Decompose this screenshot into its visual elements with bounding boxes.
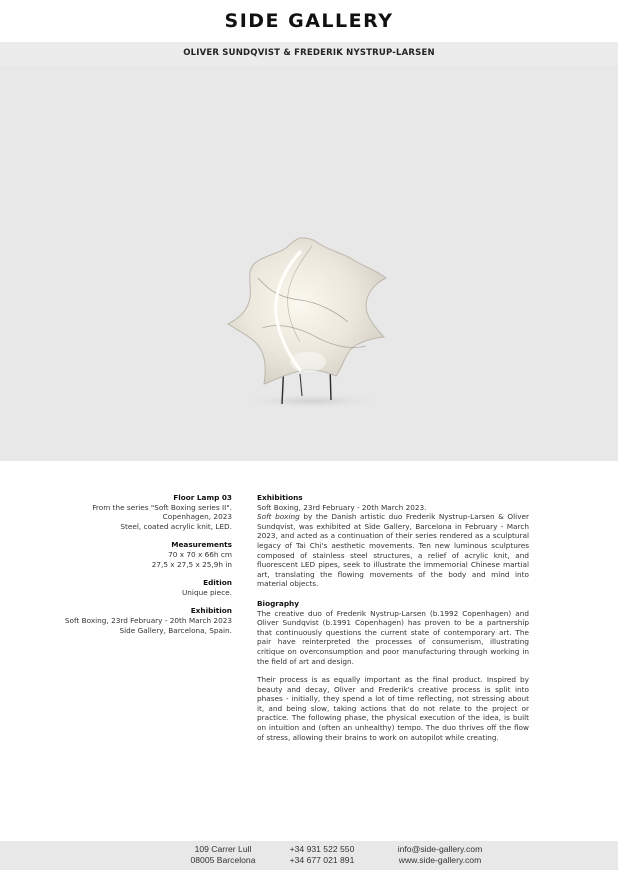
edition-heading: Edition [203,578,232,588]
footer-address [168,844,278,866]
page-footer [0,841,618,870]
exhibition-line-2: Side Gallery, Barcelona, Spain. [119,625,232,635]
measurements-cm: 70 x 70 x 66h cm [168,549,232,559]
footer-phones [270,844,374,866]
description-column [257,493,529,742]
address-line-1: 109 Carrer Lull [194,844,252,854]
exhibitions-heading: Exhibitions [257,493,303,502]
gallery-logo: SIDE GALLERY [224,10,394,32]
phone-2: +34 677 021 891 [289,855,355,865]
page-header [0,0,618,42]
email-link[interactable]: info@side-gallery.com [397,844,483,854]
exhibitions-body [257,512,529,589]
measurements-heading: Measurements [171,540,232,550]
edition-value: Unique piece. [181,587,232,597]
artist-bar [0,42,618,66]
exhibitions-body-text: by the Danish artistic duo Frederik Nystrup-Larsen & Oliver Sundqvist, was exhibited at Side Gallery, Barcelona in February - March 2023, and acted as a continuation of their series rendered as a sculptural legacy of Tai Chi's aesthetic movements. Ten new luminous sculptures composed of stainless steel structures, a relief of acrylic knit, and fluorescent LED pipes, seek to illustrate the immemorial Chinese martial art, translating the flowing movements of the body and mind into material objects. [257,512,530,589]
biography-paragraph-2: Their process is as equally important as the final product. Inspired by beauty and decay, Oliver and Frederik's creative process is split into phases - initially, they spend a lot of time reflecting, not stressing about it, and being slow, taking actions that do not relate to the project or practice. The following phase, the physical execution of the idea, is built on intuition and (often an unhealthy) tempo. The duo thrives off the flow of stress, allowing their brains to work on autopilot while creating. [257,675,529,742]
artist-names: OLIVER SUNDQVIST & FREDERIK NYSTRUP-LARSEN [183,48,435,58]
floor-lamp-image [0,66,618,461]
phone-1: +34 931 522 550 [289,844,355,854]
artwork-materials: Steel, coated acrylic knit, LED. [120,521,232,531]
artwork-details [40,493,232,635]
exhibition-heading: Exhibition [190,606,232,616]
website-link[interactable]: www.side-gallery.com [398,855,482,865]
artwork-place-year: Copenhagen, 2023 [162,512,232,522]
exhibitions-title-italic: Soft boxing [257,512,300,522]
biography-paragraph-1: The creative duo of Frederik Nystrup-Larsen (b.1992 Copenhagen) and Oliver Sundqvist (b.1991 Copenhagen) has proven to be a partnership that continuously questions the current state of contemporary art. The pair have reinterpreted the processes of consumerism, illustrating critique on overconsumption and poor manufacturing through working in the field of art and design. [257,608,529,666]
artwork-photo [0,66,618,461]
measurements-in: 27,5 x 27,5 x 25,9h in [151,559,232,569]
artwork-title: Floor Lamp 03 [173,493,232,502]
exhibitions-line: Soft Boxing, 23rd February - 20th March 2023. [257,502,427,512]
biography-heading: Biography [257,598,299,608]
exhibition-line-1: Soft Boxing, 23rd February - 20th March 2023 [64,615,232,625]
footer-contact [384,844,496,866]
artwork-series: From the series "Soft Boxing series II". [92,502,232,512]
address-line-2: 08005 Barcelona [190,855,256,865]
